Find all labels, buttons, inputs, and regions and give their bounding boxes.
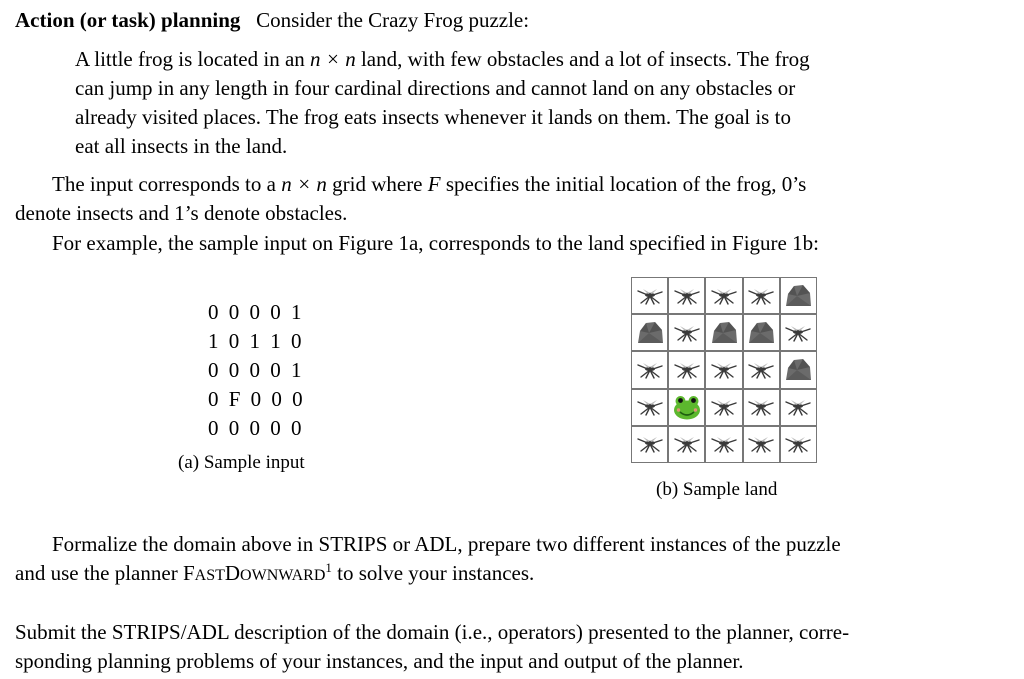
mosquito-icon [709, 361, 739, 379]
mosquito-icon [709, 287, 739, 305]
mosquito-icon [635, 398, 665, 416]
section-heading: Action (or task) planning [15, 8, 241, 32]
mosquito-icon [635, 435, 665, 453]
para-text: and use the planner [15, 561, 183, 585]
sample-input-row: 0 F 0 0 0 [208, 387, 306, 411]
quote-line-2: can jump in any length in four cardinal directions and cannot land on any obstacles or [75, 76, 796, 100]
insect-cell [780, 389, 817, 426]
mosquito-icon [672, 435, 702, 453]
frog-cell [668, 389, 705, 426]
mosquito-icon [746, 398, 776, 416]
para-text: specifies the initial location of the frog, 0’s [440, 172, 807, 196]
obstacle-cell [780, 351, 817, 388]
mosquito-icon [672, 324, 702, 342]
rock-icon [783, 356, 813, 384]
math-n-by-n: n × n [281, 172, 327, 196]
insect-cell [631, 389, 668, 426]
sample-land-grid [631, 277, 817, 463]
mosquito-icon [746, 435, 776, 453]
heading-line [15, 6, 529, 34]
insect-cell [705, 426, 742, 463]
para-text: to solve your instances. [331, 561, 535, 585]
insect-cell [780, 314, 817, 351]
rock-icon [746, 319, 776, 347]
mosquito-icon [635, 287, 665, 305]
insect-cell [743, 277, 780, 314]
quote-line-3: already visited places. The frog eats insects whenever it lands on them. The goal is to [75, 105, 791, 129]
submit-para-line-1: Submit the STRIPS/ADL description of the domain (i.e., operators) presented to the planner, corre- [15, 620, 850, 644]
mosquito-icon [783, 435, 813, 453]
planner-name: FASTDOWNWARD [182, 561, 326, 585]
insect-cell [780, 426, 817, 463]
insect-cell [668, 351, 705, 388]
para-text: The input corresponds to a [52, 172, 282, 196]
mosquito-icon [635, 361, 665, 379]
quote-line-4: eat all insects in the land. [75, 134, 288, 158]
insect-cell [705, 351, 742, 388]
figure-a-caption: (a) Sample input [178, 452, 305, 473]
sample-input-row: 0 0 0 0 0 [208, 416, 304, 440]
insect-cell [631, 277, 668, 314]
insect-cell [631, 351, 668, 388]
footnote-mark: 1 [325, 560, 332, 575]
sample-input-row: 0 0 0 0 1 [208, 300, 304, 324]
insect-cell [743, 351, 780, 388]
task-para-line-2 [15, 559, 534, 590]
insect-cell [668, 277, 705, 314]
insect-cell [743, 389, 780, 426]
mosquito-icon [672, 287, 702, 305]
task-para-line-1: Formalize the domain above in STRIPS or ADL, prepare two different instances of the puzzle [52, 532, 841, 556]
mosquito-icon [709, 435, 739, 453]
insect-cell [668, 314, 705, 351]
insect-cell [705, 389, 742, 426]
quote-text: A little frog is located in an [75, 47, 311, 71]
quote-text: land, with few obstacles and a lot of insects. The frog [355, 47, 810, 71]
input-para-line-2: denote insects and 1’s denote obstacles. [15, 201, 348, 225]
obstacle-cell [780, 277, 817, 314]
submit-para-line-2: sponding planning problems of your instances, and the input and output of the planner. [15, 649, 744, 673]
sample-input-row: 0 0 0 0 1 [208, 358, 304, 382]
insect-cell [668, 426, 705, 463]
obstacle-cell [705, 314, 742, 351]
obstacle-cell [743, 314, 780, 351]
insect-cell [631, 426, 668, 463]
frog-icon [672, 393, 702, 421]
quote-line-1 [75, 45, 810, 73]
rock-icon [709, 319, 739, 347]
figure-b-caption: (b) Sample land [656, 479, 778, 500]
mosquito-icon [709, 398, 739, 416]
mosquito-icon [746, 361, 776, 379]
mosquito-icon [783, 398, 813, 416]
insect-cell [743, 426, 780, 463]
insect-cell [705, 277, 742, 314]
para-text: grid where [326, 172, 428, 196]
obstacle-cell [631, 314, 668, 351]
rock-icon [783, 282, 813, 310]
input-para-line-1 [52, 170, 806, 198]
math-n-by-n: n × n [310, 47, 356, 71]
mosquito-icon [746, 287, 776, 305]
example-para: For example, the sample input on Figure 1a, corresponds to the land specified in Figure 1b: [52, 231, 819, 255]
section-intro: Consider the Crazy Frog puzzle: [256, 8, 530, 32]
mosquito-icon [672, 361, 702, 379]
rock-icon [635, 319, 665, 347]
math-f: F [427, 172, 441, 196]
mosquito-icon [783, 324, 813, 342]
sample-input-row: 1 0 1 1 0 [208, 329, 304, 353]
